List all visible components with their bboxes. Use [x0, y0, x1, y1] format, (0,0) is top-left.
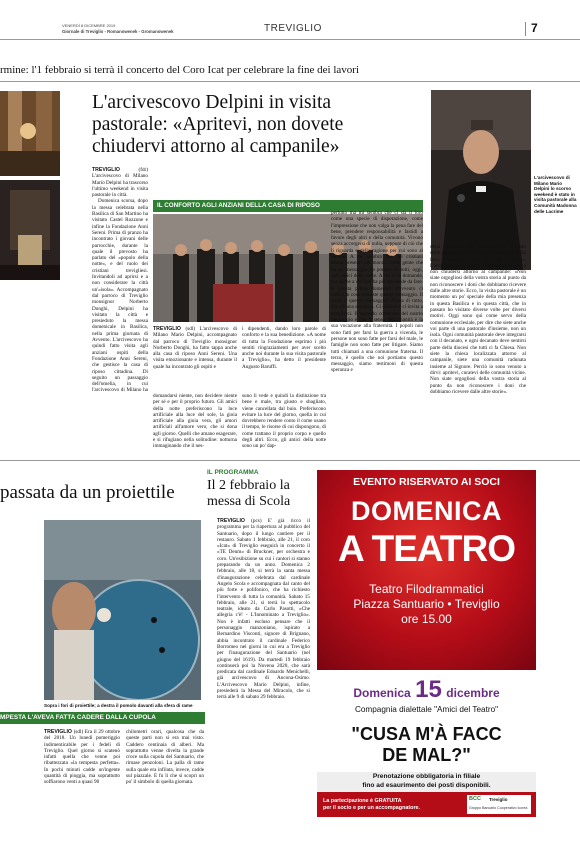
ad-show-title-1: "CUSA M'À FACC	[351, 724, 502, 744]
bank-name: Treviglio	[489, 797, 508, 802]
cupola-subbar	[0, 712, 205, 724]
header-section: TREVIGLIO	[264, 23, 322, 34]
programma-city: TREVIGLIO	[217, 518, 245, 524]
article-col-3	[242, 393, 326, 453]
ad-venue-1: Teatro Filodrammatici	[369, 582, 484, 596]
ticker-rule	[0, 81, 580, 82]
programma-col	[217, 518, 310, 813]
archbishop-photo	[431, 90, 531, 270]
col2-text: domandarsi niente, non decidere niente per sé e per il proprio futuro. Gli amici della notte preferiscono la luce artificiale alla luce del sole, la gioia artificiale alla gioia vera, gli amori artificiali all'amore vero, che si dona agli giorno. Quelli che amano esagerare, e si rifugiano nella solitudine: notturna immaginando che il nes-	[153, 393, 237, 450]
article-col-1	[92, 167, 148, 392]
page-number: 7	[531, 21, 538, 35]
ad-company: Compagnia dialettale "Amici del Teatro"	[354, 705, 499, 714]
ad-date	[317, 676, 536, 704]
ticker: rmine: l'1 febbraio si terrà il concerto del Coro Icat per celebrare la fine dei lavori	[0, 64, 360, 76]
cupola-headline: passata da un proiettile	[0, 482, 175, 503]
programma-text: (pcs) E' già ricco il programma per la riapertura al pubblico del Santuario, dopo il lungo cantiere per il restauro. Sabato 1 febbraio, alle 21, il coro «Icat» di Treviglio eseguirà in concerto il «TE Deum» di Bruckner, per orchestra e coro. Un'esibizione su cui i cantori si stanno preparando da un anno. Domenica 2 febbraio, alle 18, si terrà la santa messa d'inaugurazione celebrata dal cardinale Angelo Scola e accompagnata dal canto del più forte e polifonico, che ha richiesto l'intervento di tutta la comunità. Sabato 15 febbraio, alle 21, si terrà lo spettacolo teatrale, ideato da Carlo Pasotti, «Che allegria c'è! - L'Innominato a Treviglio». Non è infatti escluso pensare che il personaggio manzoniano, ispirato a Bernardino Visconti, signore di Brignano, abbia incontrato il cardinale Federico Borromeo nel giorni in cui era a Treviglio per l'inaugurazione del Santuario (nel giugno del 1619). Da martedì 19 febbraio continuerà poi la Novena 2020, che sarà predicata dal cardinale Edoardo Menichelli, già arcivescovo di Ancona-Osimo. L'Arcivescovo Mario Delpini, infine, presiederà la Messa del Miracolo, che si terrà alle 9 di sabato 29 febbraio.	[217, 518, 310, 701]
headline-line-3: chiudervi attorno al campanile»	[92, 136, 340, 157]
cupola-city: TREVIGLIO	[44, 729, 72, 735]
cupola-caption: Sopra i fori di proiettile; a destra il pomolo davanti alla sfera di rame	[44, 703, 193, 708]
ad-date-post: dicembre	[446, 686, 500, 700]
ad-free-1: La partecipazione è GRATUITA	[323, 798, 402, 804]
cupola-photo	[44, 520, 201, 700]
cupola-col-1	[44, 729, 120, 814]
ad-date-pre: Domenica	[353, 686, 411, 700]
article-col-4	[331, 210, 423, 455]
bank-logo	[467, 795, 531, 814]
lead-city: TREVIGLIO	[92, 167, 120, 173]
ad-free-2: per il socio e per un accompagnatore.	[323, 804, 421, 811]
strip-photo-mid	[0, 180, 60, 280]
church-interior-image	[0, 91, 60, 176]
ad-title-1: DOMENICA	[351, 496, 502, 526]
cupola-col2-text: chilometri orari, qualcosa che da queste parti non si era mai visto. Caddero centinaia di alberi. Ma soprattutto venne divelta la grande croce sulla cupola del Santuario, che rimase penzoloni. La palla di rame sulla quale era infilata, invece, cadde sul piazzale. E fu lì che si scoprì un po' il simbolo di quella giornata.	[126, 729, 204, 786]
ad-time: ore 15.00	[401, 612, 452, 626]
col5-text: della vocazione alla fraternità non facendo delle parole, ma rivestendoci delle opere della luce. Vivendo come lui ha vissuto». L'arcivescovo ha quindi esortato i trevigliesi a non chiudersi attorno al campanile: «Non siate orgogliosi della vostra storia al punto da non riconoscere i doni che dobbiamo ricevere dalle altre storie. Ecco, la visita pastorale è un momento un po' speciale della mia presenza in questa Basilica e in questa città, che in passato ho visitato diverse volte per diversi motivi. Oggi sono qui come servo della comunione ecclesiale, per dire che siete anche voi parte di una pastorale d'insieme, non un isola. Ogni comunità pastorale deve integrarsi con il decanato, e ogni decanato deve sentirsi parte della diocesi che tutti ci fa Chiesa. Non siete la chiesa localizzata attorno al campanile, siete una comunità radunata insieme al Signore. Perciò io sono venuto a dirvi: apritevi, curatevi delle comunità vicine. Non siate orgogliosi della vostra storia al punto da non riconoscere i doni che dobbiamo ricevere dalle altre storie».	[430, 244, 526, 395]
article-col-2	[153, 393, 237, 453]
col3-text: suno li vede e quindi la distinzione tra bene e male, tra giusto e sbagliato, viene cancellata dal buio. Preferiscono evitare la luce del giorno, quella in cui dovrebbero rendere conto il come usano il tempo, le risorse di cui dispongono, di come trattano il proprio corpo e quello degli altri. Ecco, gli amici della notte sono un po' dap-	[242, 393, 326, 450]
ad-banner: EVENTO RISERVATO AI SOCI	[353, 476, 500, 488]
altar-image	[0, 180, 60, 280]
page-header	[0, 0, 580, 60]
header-date: VENERDÌ 8 DICEMBRE 2019	[62, 23, 116, 28]
ad-free-text	[323, 798, 463, 811]
ad-date-num: 15	[415, 676, 442, 703]
programma-headline-1: Il 2 febbraio la	[207, 478, 290, 493]
article-col-5	[430, 244, 526, 455]
copper-sphere-image	[44, 520, 201, 700]
delpini-portrait	[431, 90, 531, 270]
header-papers: Giornale di Treviglio - Romanowenek - Gromanowenek	[62, 29, 174, 34]
ad-footer	[317, 792, 536, 817]
cupola-subbar-text: MPESTA L'AVEVA FATTA CADERE DALLA CUPOLA	[0, 714, 156, 721]
programma-headline-2: messa di Scola	[207, 494, 291, 509]
box-col2-text: i dipendenti, dando loro parole di conforto e la sua benedizione. «A nome di tutta la Fondazione esprimo i più sentiti ringraziamenti per aver scelto anche noi durante la sua visita pastorale a Treviglio», ha detto il presidente Augusto Baruffi.	[242, 326, 326, 370]
strip-photo-top	[0, 91, 60, 176]
box-col-2	[242, 326, 326, 388]
box-title: IL CONFORTO AGLI ANZIANI DELLA CASA DI RIPOSO	[157, 202, 320, 209]
ad-show-title-2: DE MAL?"	[382, 745, 471, 765]
section-divider	[0, 460, 580, 461]
ad-booking-box	[317, 772, 536, 792]
cupola-col1-text: (sdl) Era il 29 ottobre del 2018. Un lunedì pomeriggio indimenticabile per i fedeli di Treviglio. Quel giorno si scatenò infatti quella che venne poi ribattezzata «la tempesta perfetta». In pochi minuti cadde un'ingente quantità di pioggia, ma soprattutto soffiarono venti a quasi 90	[44, 729, 120, 786]
programma-kicker: IL PROGRAMMA	[207, 469, 259, 476]
theatre-ad	[317, 470, 536, 817]
box-col1-text: (sdl) L'arcivescovo di Milano Mario Delpini, accompagnato dal parroco di Treviglio monsignor Norberto Donghi, ha fatto tappa anche alla casa di riposo Anni Sereni. Una visita emozionante e intensa, durante il quale ha incontrato gli ospiti e	[153, 326, 237, 370]
box-city: TREVIGLIO	[153, 326, 181, 332]
bank-sub: Gruppo Bancario Cooperativo Iccrea	[469, 806, 528, 810]
header-divider	[525, 22, 526, 36]
ad-booking-2: fino ad esaurimento dei posti disponibili.	[362, 782, 491, 789]
col1-text: Domenica scorsa, dopo la messa celebrata nella Basilica di San Martino ha visitato Castel Rozzone e infine la Fondazione Anni Sereni. Prima di pranzo ha incontrato i giovani delle parrocchie, durante la quale il prevosto ha parlato del «popolo della notte», e del ruolo dei cristiani trevigliesi. Invitandoli ad aprirsi e a non considerare la città un'«isola». Accompagnato dal parroco di Treviglio monsignor Norberto Donghi, Delpini ha visitato la città e presieduto la messa domenicale in Basilica, nella prima giornata di Avvento. L'arcivescovo ha quindi fatto visita agli anziani ospiti della Fondazione Anni Sereni, che gestisce la casa di riposo cittadina. Di seguito un passaggio dell'omelia, in cui l'arcivescovo di Milano ha	[92, 198, 148, 392]
main-headline	[92, 92, 422, 158]
lead-text: (fdr) L'arcivescovo di Milano Mario Delpini ha trascorso l'ultimo weekend in visita pastorale in città.	[92, 167, 148, 199]
ad-venue-2: Piazza Santuario • Treviglio	[353, 597, 500, 611]
programma-headline	[207, 478, 317, 510]
header-rule	[0, 39, 580, 40]
ad-booking-1: Prenotazione obbligatoria in filiale	[372, 773, 481, 780]
cupola-col-2	[126, 729, 204, 814]
portrait-caption: L'arcivescovo di Milano Mario Delpini lo scorso weekend è stato in visita pastorale alla Comunità Madonna delle Lacrime	[534, 175, 577, 214]
ad-title-2: A TEATRO	[338, 528, 515, 569]
headline-line-1: L'arcivescovo Delpini in visita	[92, 92, 332, 113]
box-col-1	[153, 326, 237, 388]
col4-text: pertutto ma mi sembra che ci sia il loro come una specie di disperazione, come l'impressione che non valga la pena fare del bene, prendere responsabilità e fastidi a favore degli altri e della comunità. Vivono senza accorgersi di nulla, neppure di ciò che li riguarda e della ragione per cui sono al mondo. A me sembra che noi cristiani siamo presenti nel mondo come gente che ha un messaggio da portare. E tutti, oggi, agli amici della notte. A chi si la domande, ma anche a chi non ha più domande da fare. E questa prima domenica d'avvento ci indica in cosa consiste questo messaggio. Il quale è questo messaggio? Prima di tutto, che c'è una speranza. Ci chiama e ci invita a svegliarci. Il secondo contenuto del nostro messaggio è che il senso dell'umanità è la sua vocazione alla fraternità. I popoli non sono fatti per farsi la guerra a vicenda, le persone non sono fatte per farsi del male, le famiglie non sono fatte per litigare. Siamo tutti chiamati a una comunione fraterna. Il terzo, è quello che noi portiamo questo messaggio, siamo testimoni di questa speranza e	[331, 210, 423, 374]
bank-mark: BCC	[469, 796, 481, 802]
headline-line-2: pastorale: «Apritevi, non dovete	[92, 114, 344, 135]
